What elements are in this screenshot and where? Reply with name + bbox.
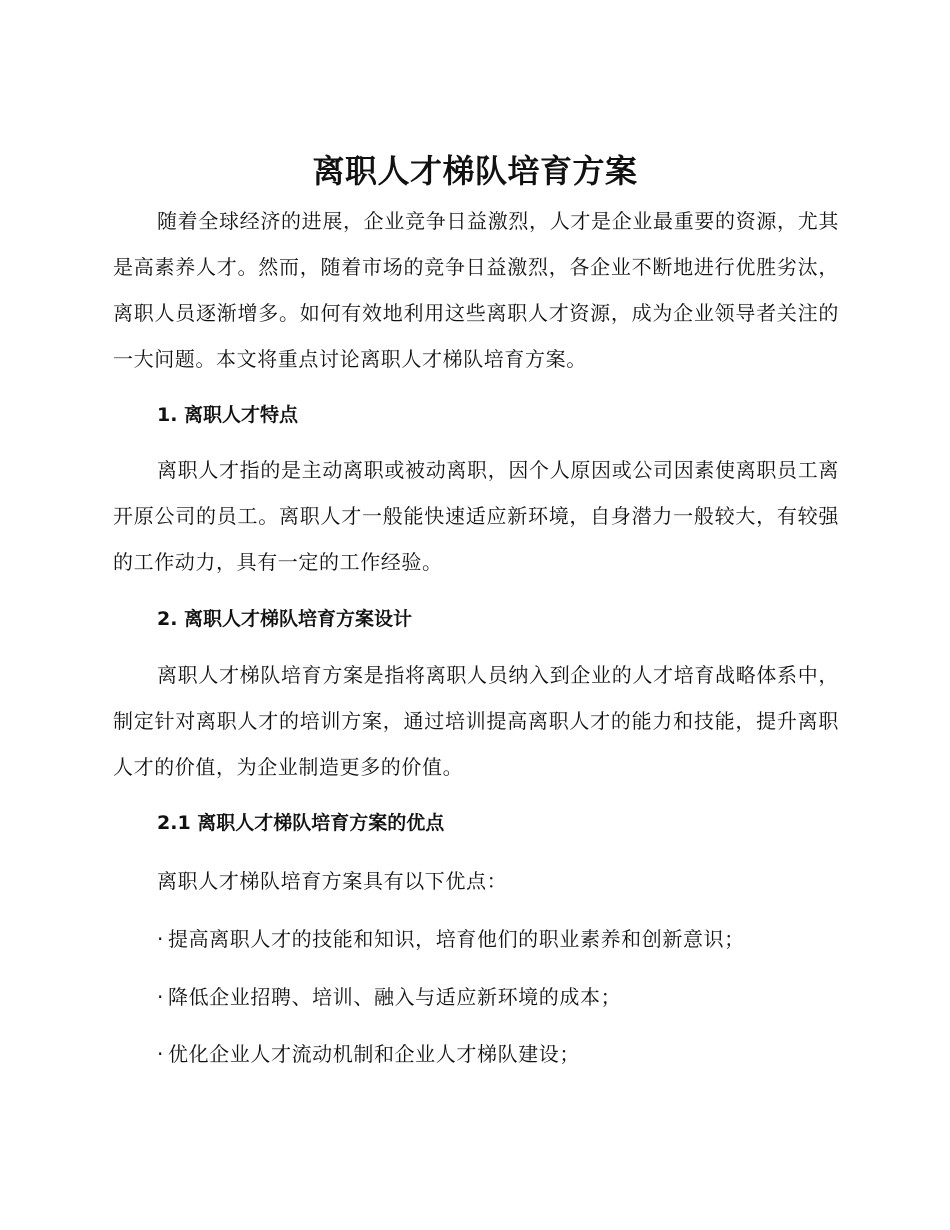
document-title: 离职人才梯队培育方案	[312, 152, 638, 190]
intro-paragraph: 随着全球经济的进展，企业竞争日益激烈，人才是企业最重要的资源，尤其是高素养人才。然而，随着市场的竞争日益激烈，各企业不断地进行优胜劣汰，离职人员逐渐增多。如何有效地利用这些离职人才资源，成为企业领导者关注的一大问题。本文将重点讨论离职人才梯队培育方案。	[113, 209, 839, 371]
section-1-paragraph: 离职人才指的是主动离职或被动离职，因个人原因或公司因素使离职员工离开原公司的员工。离职人才一般能快速适应新环境，自身潜力一般较大，有较强的工作动力，具有一定的工作经验。	[113, 458, 839, 574]
list-item	[157, 1039, 580, 1069]
list-item	[157, 924, 745, 954]
section-1-heading: 1. 离职人才特点	[157, 404, 299, 426]
list-item-text: 提高离职人才的技能和知识，培育他们的职业素养和创新意识；	[167, 927, 745, 951]
list-item-text: 降低企业招聘、培训、融入与适应新环境的成本；	[167, 985, 622, 1009]
section-2-paragraph: 离职人才梯队培育方案是指将离职人员纳入到企业的人才培育战略体系中，制定针对离职人才的培训方案，通过培训提高离职人才的能力和技能，提升离职人才的价值，为企业制造更多的价值。	[113, 663, 839, 779]
list-item-text: 优化企业人才流动机制和企业人才梯队建设；	[167, 1042, 580, 1066]
list-item	[157, 982, 621, 1012]
section-2-1-heading: 2.1 离职人才梯队培育方案的优点	[157, 812, 445, 834]
section-2-heading: 2. 离职人才梯队培育方案设计	[157, 608, 413, 630]
bullet-dot: ·	[157, 985, 164, 1009]
bullet-dot: ·	[157, 927, 164, 951]
bullet-dot: ·	[157, 1042, 164, 1066]
section-2-1-lead: 离职人才梯队培育方案具有以下优点：	[157, 869, 508, 893]
